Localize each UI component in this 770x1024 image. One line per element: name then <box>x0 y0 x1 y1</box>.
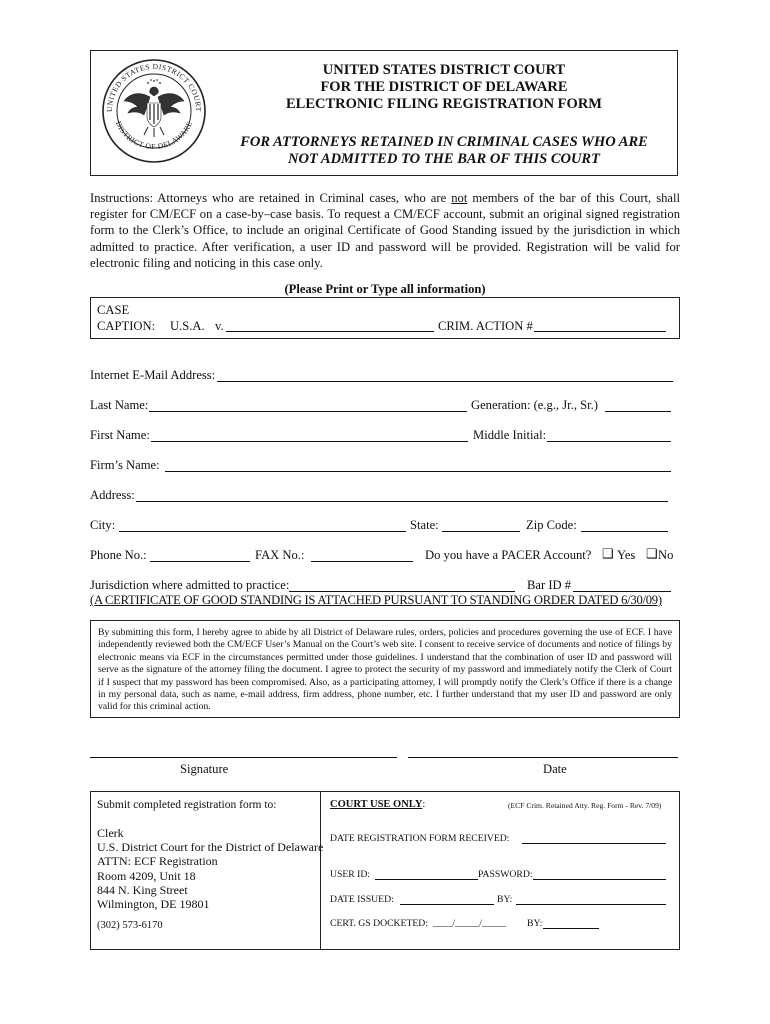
signature-input[interactable] <box>90 757 397 758</box>
date-received-input[interactable] <box>522 843 666 844</box>
password-label: PASSWORD: <box>478 869 533 880</box>
date-issued-label: DATE ISSUED: <box>330 894 394 905</box>
address-label: Address: <box>90 488 135 502</box>
fax-label: FAX No.: <box>255 548 305 562</box>
user-id-input[interactable] <box>375 879 478 880</box>
form-subtitle-line1: FOR ATTORNEYS RETAINED IN CRIMINAL CASES WHO ARE <box>240 134 648 150</box>
state-label: State: <box>410 518 439 532</box>
address-line: Clerk <box>97 826 124 840</box>
court-use-heading: COURT USE ONLY: <box>330 799 426 810</box>
submit-heading: Submit completed registration form to: <box>97 799 277 811</box>
instructions-underlined-word: not <box>451 191 468 205</box>
state-input[interactable] <box>442 531 520 532</box>
jurisdiction-label: Jurisdiction where admitted to practice: <box>90 578 290 592</box>
city-input[interactable] <box>119 531 406 532</box>
pacer-yes-label: Yes <box>617 548 636 562</box>
caption-defendant-input[interactable] <box>226 331 434 332</box>
address-line: Wilmington, DE 19801 <box>97 897 210 912</box>
middle-initial-label: Middle Initial: <box>473 428 547 442</box>
crim-action-input[interactable] <box>534 331 666 332</box>
instructions-paragraph: Instructions: Attorneys who are retained in Criminal cases, who are not members of the bar of this Court, shall register for CM/ECF on a case-by–case basis. To request a CM/ECF account, submit an original signed registration form to the Clerk’s Office, to include an original Certificate of Good Standing issued by the jurisdiction in which admitted to practice. After verification, a user ID and password will be provided. Registration will be valid for electronic filing and noticing in this case only. <box>90 191 680 270</box>
issued-by-label: BY: <box>497 894 513 905</box>
court-seal-logo <box>100 57 208 165</box>
usa-label: U.S.A. <box>170 319 205 333</box>
email-label: Internet E-Mail Address: <box>90 368 216 382</box>
cert-docketed-label: CERT. GS DOCKETED: <box>330 918 428 929</box>
crim-action-label: CRIM. ACTION # <box>438 319 533 333</box>
signature-label: Signature <box>180 762 229 776</box>
agreement-box <box>90 620 680 718</box>
print-note: (Please Print or Type all information) <box>284 282 486 296</box>
address-line: Room 4209, Unit 18 <box>97 868 196 883</box>
phone-label: Phone No.: <box>90 548 147 562</box>
form-reference: (ECF Crim. Retained Atty. Reg. Form - Rev. 7/09) <box>508 801 662 810</box>
jurisdiction-input[interactable] <box>289 591 515 592</box>
first-name-input[interactable] <box>151 441 468 442</box>
middle-initial-input[interactable] <box>547 441 671 442</box>
address-input[interactable] <box>136 501 668 502</box>
date-received-label: DATE REGISTRATION FORM RECEIVED: <box>330 833 510 844</box>
form-subtitle-line2: NOT ADMITTED TO THE BAR OF THIS COURT <box>288 151 600 167</box>
email-input[interactable] <box>217 381 673 382</box>
form-title: ELECTRONIC FILING REGISTRATION FORM <box>286 96 602 112</box>
cert-docketed-input[interactable]: ____/_____/_____ <box>433 918 507 929</box>
versus-label: v. <box>215 319 224 333</box>
seal-top-text: UNITED STATES DISTRICT COURT <box>104 61 204 113</box>
clerk-address <box>97 826 323 911</box>
first-name-label: First Name: <box>90 428 150 442</box>
firm-name-input[interactable] <box>165 471 671 472</box>
address-line: 844 N. King Street <box>97 882 188 897</box>
seal-bottom-text: DISTRICT OF DELAWARE <box>113 119 195 152</box>
date-input[interactable] <box>408 757 678 758</box>
firm-name-label: Firm’s Name: <box>90 458 160 472</box>
docketed-by-input[interactable] <box>543 928 599 929</box>
pacer-no-checkbox[interactable]: ❑ <box>646 546 658 561</box>
issued-by-input[interactable] <box>516 904 666 905</box>
pacer-question: Do you have a PACER Account? <box>425 548 592 562</box>
last-name-label: Last Name: <box>90 398 149 412</box>
court-title: UNITED STATES DISTRICT COURT <box>322 62 566 78</box>
caption-label: CAPTION: <box>97 319 156 333</box>
date-issued-input[interactable] <box>400 904 494 905</box>
certificate-note: (A CERTIFICATE OF GOOD STANDING IS ATTACHED PURSUANT TO STANDING ORDER DATED 6/30/09) <box>90 593 662 607</box>
docketed-by-label: BY: <box>527 918 543 929</box>
date-label: Date <box>543 762 567 776</box>
fax-input[interactable] <box>311 561 413 562</box>
pacer-no-label: No <box>658 548 674 562</box>
last-name-input[interactable] <box>149 411 467 412</box>
address-line: ATTN: ECF Registration <box>97 854 218 869</box>
pacer-yes-checkbox[interactable]: ❑ <box>602 546 614 561</box>
case-label: CASE <box>97 303 130 317</box>
address-line: U.S. District Court for the District of Delaware <box>97 840 324 855</box>
clerk-phone: (302) 573-6170 <box>97 920 163 931</box>
generation-input[interactable] <box>605 411 671 412</box>
district-title: FOR THE DISTRICT OF DELAWARE <box>320 79 568 95</box>
city-label: City: <box>90 518 116 532</box>
generation-label: Generation: (e.g., Jr., Sr.) <box>471 398 598 412</box>
bar-id-input[interactable] <box>573 591 671 592</box>
bar-id-label: Bar ID # <box>527 578 572 592</box>
agreement-text: By submitting this form, I hereby agree to abide by all District of Delaware rules, orders, policies and procedures governing the use of ECF. I have independently reviewed both the CM/ECF User’s Manual on the Court’s web site. I consent to receive service of documents and notice of filings by electronic means via ECF in the circumstances permitted under those guidelines. I understand that the combination of user ID and password will serve as the signature of the attorney filing the document. I agree to protect the security of my password and immediately notify the Clerk of Court if I suspect that my password has been compromised. Also, as a participating attorney, I will promptly notify the Clerk’s Office if there is a change in my personal data, such as name, e-mail address, firm address, phone number, etc. I further understand that my user ID and password are only valid for this criminal action. <box>98 627 672 713</box>
zip-label: Zip Code: <box>526 518 577 532</box>
password-input[interactable] <box>533 879 666 880</box>
user-id-label: USER ID: <box>330 869 371 880</box>
phone-input[interactable] <box>150 561 250 562</box>
zip-input[interactable] <box>581 531 668 532</box>
